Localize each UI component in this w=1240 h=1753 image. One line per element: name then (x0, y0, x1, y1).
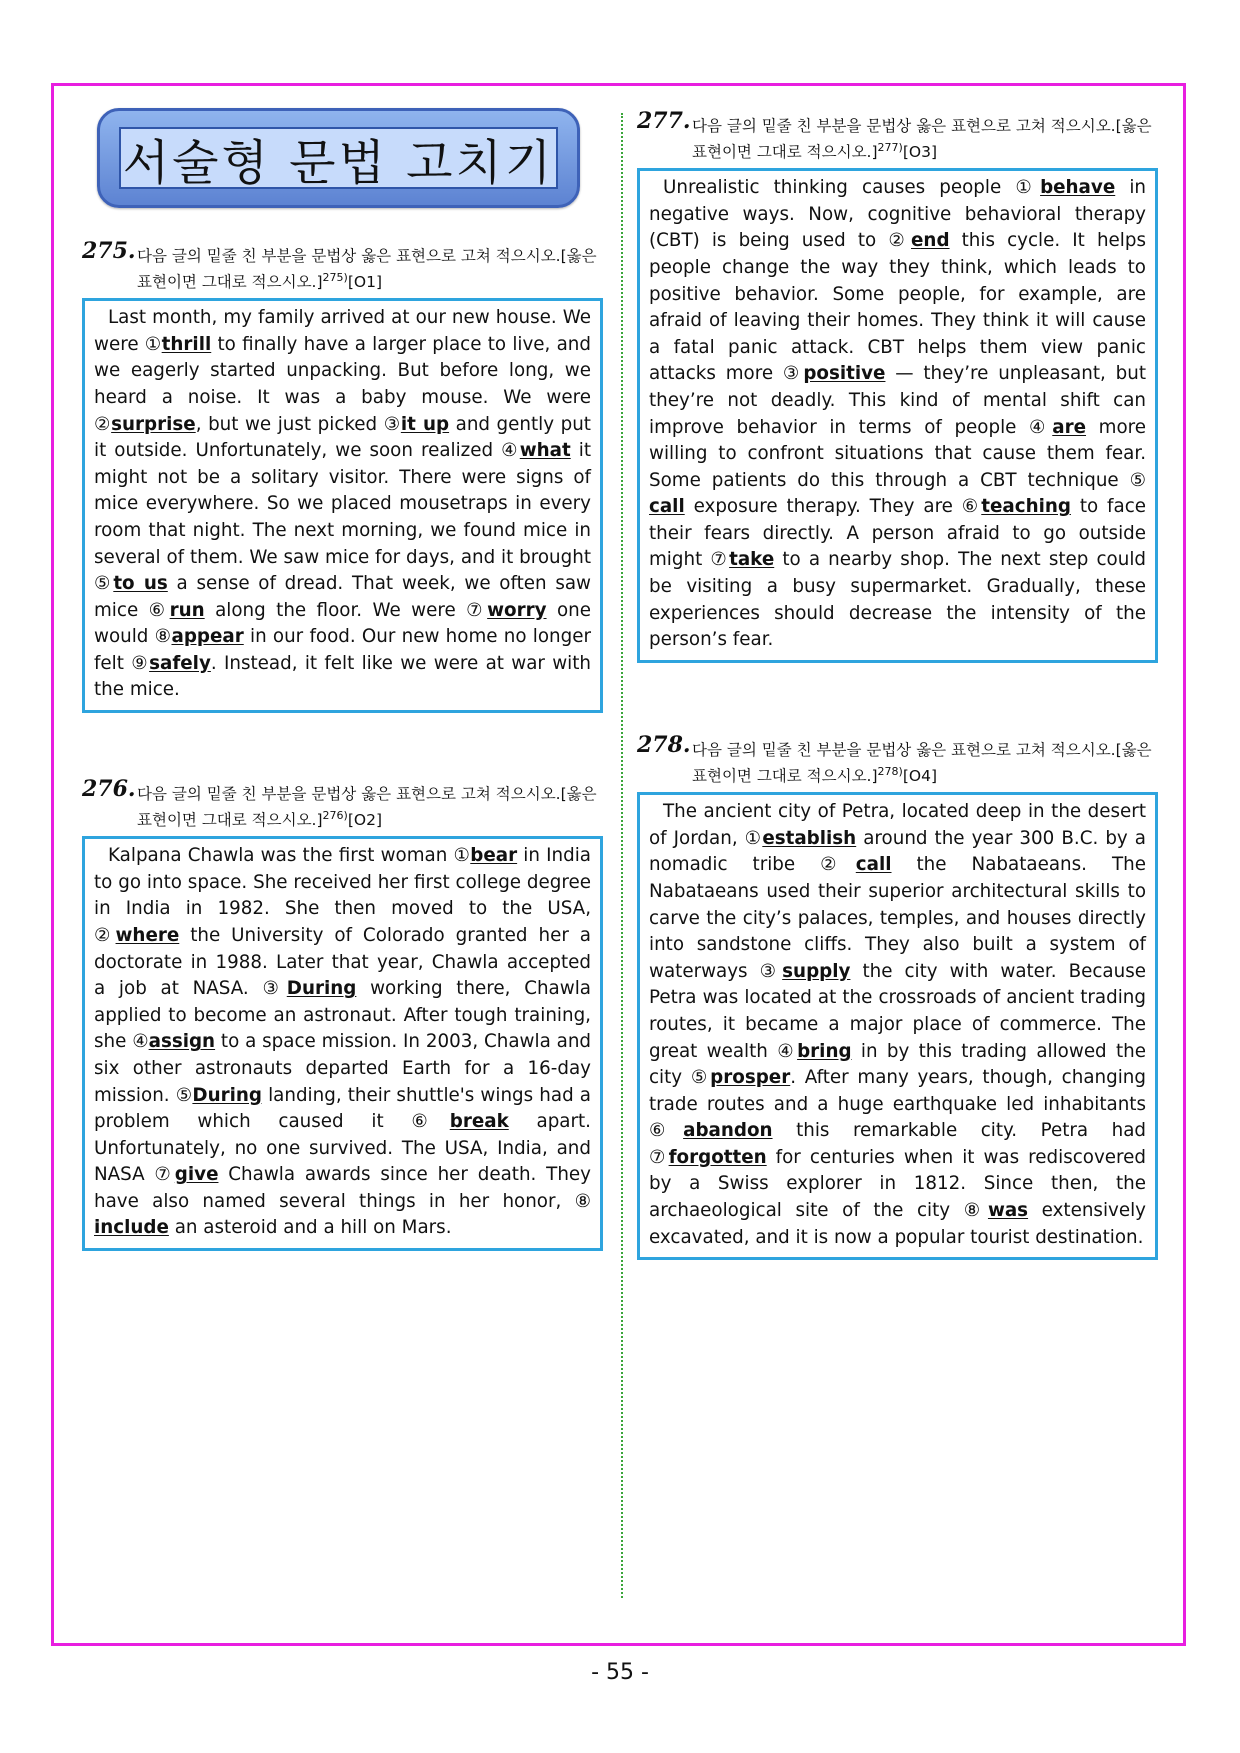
underlined-target: what (519, 440, 571, 462)
passage-segment: extensively excavated, and it is now a popular tourist destination. (649, 1200, 1146, 1248)
passage-segment: an asteroid and a hill on Mars. (168, 1217, 452, 1239)
underlined-target: bring (797, 1040, 852, 1062)
question-header (637, 108, 1158, 163)
question-code: [O4] (902, 767, 937, 786)
question-code: [O1] (347, 273, 382, 292)
question-number: 277. (637, 108, 691, 134)
passage-segment: apart. Unfortunately, no one survived. The USA, India, and NASA ⑦ (94, 1111, 591, 1186)
passage-segment: to face their fears directly. A person afraid to go outside might ⑦ (649, 496, 1146, 571)
underlined-target: behave (1040, 177, 1116, 199)
column-divider (621, 113, 623, 1598)
question-instruction: 다음 글의 밑줄 친 부분을 문법상 옳은 표현으로 고쳐 적으시오.[옳은 표현이면 그대로 적으시오.] (692, 117, 1152, 162)
footnote-ref: 277) (877, 141, 903, 154)
passage-text (94, 305, 591, 704)
underlined-target: forgotten (668, 1146, 767, 1168)
question-header (82, 238, 603, 293)
passage-segment: in negative ways. Now, cognitive behavioral therapy (CBT) is being used to ② (649, 177, 1147, 252)
passage-segment: working there, Chawla applied to become an astronaut. After tough training, she ④ (94, 978, 591, 1053)
underlined-target: establish (762, 827, 857, 849)
passage-segment: a sense of dread. That week, we often saw mice ⑥ (94, 573, 592, 621)
passage-segment: Chawla awards since her death. They have also named several things in her honor, ⑧ (94, 1164, 591, 1212)
passage-segment: the Nabataeans. The Nabataeans used their superior architectural skills to carve the city’s palaces, temples, and houses directly into sandstone cliffs. They also built a system of waterways ③ (649, 854, 1146, 982)
underlined-target: call (649, 496, 685, 518)
passage-segment: and gently put it outside. Unfortunately, we soon realized ④ (94, 413, 591, 462)
question-278 (637, 732, 1158, 1260)
passage-box (637, 792, 1158, 1260)
question-276 (82, 776, 603, 1251)
underlined-target: break (449, 1111, 509, 1133)
passage-segment: landing, their shuttle's wings had a problem which caused it ⑥ (94, 1084, 591, 1133)
question-number: 275. (82, 238, 136, 264)
underlined-target: During (192, 1084, 262, 1106)
underlined-target: take (729, 549, 775, 571)
passage-segment: along the floor. We were ⑦ (204, 599, 488, 621)
underlined-target: surprise (111, 413, 196, 435)
footnote-ref: 275) (322, 271, 348, 284)
footnote-ref: 278) (877, 765, 903, 778)
passage-segment: , but we just picked ③ (195, 413, 401, 435)
question-275 (82, 238, 603, 713)
passage-segment: more willing to confront situations that cause them fear. Some patients do this through a CBT technique ⑤ (649, 416, 1146, 491)
passage-text (649, 175, 1146, 654)
question-instruction: 다음 글의 밑줄 친 부분을 문법상 옳은 표현으로 고쳐 적으시오.[옳은 표현이면 그대로 적으시오.] (137, 785, 597, 830)
underlined-target: abandon (683, 1120, 773, 1142)
passage-segment: in our food. Our new home no longer felt ⑨ (94, 626, 591, 674)
passage-box (82, 298, 603, 713)
passage-segment: in by this trading allowed the city ⑤ (649, 1040, 1146, 1089)
footnote-ref: 276) (322, 809, 348, 822)
question-instruction: 다음 글의 밑줄 친 부분을 문법상 옳은 표현으로 고쳐 적으시오.[옳은 표현이면 그대로 적으시오.] (137, 247, 597, 292)
underlined-target: supply (782, 960, 851, 982)
underlined-target: bear (470, 845, 518, 867)
passage-segment: exposure therapy. They are ⑥ (684, 496, 982, 518)
underlined-target: safely (149, 652, 211, 674)
passage-segment: it might not be a solitary visitor. There were signs of mice everywhere. So we placed mousetraps in every room that night. The next morning, we found mice in several of them. We saw mice for days, and it brought ⑤ (94, 440, 591, 595)
question-header (637, 732, 1158, 787)
question-277 (637, 108, 1158, 663)
passage-segment: for centuries when it was rediscovered by a Swiss explorer in 1812. Since then, the archaeological site of the city ⑧ (649, 1146, 1146, 1222)
underlined-target: run (169, 599, 205, 621)
passage-segment: the city with water. Because Petra was located at the crossroads of ancient trading routes, it became a major place of commerce. The great wealth ④ (649, 960, 1146, 1062)
question-instruction: 다음 글의 밑줄 친 부분을 문법상 옳은 표현으로 고쳐 적으시오.[옳은 표현이면 그대로 적으시오.] (692, 741, 1152, 786)
underlined-target: worry (487, 599, 547, 621)
passage-segment: in India to go into space. She received her first college degree in India in 1982. She then moved to the USA, ② (94, 845, 591, 946)
passage-box (637, 168, 1158, 663)
underlined-target: appear (171, 626, 244, 648)
section-title: 서술형 문법 고치기 (122, 134, 555, 191)
underlined-target: During (286, 978, 357, 1000)
underlined-target: thrill (161, 333, 212, 355)
passage-segment: to finally have a larger place to live, and we eagerly started unpacking. But before long, we heard a noise. It was a baby mouse. We were ② (94, 333, 591, 435)
passage-segment: — they’re unpleasant, but they’re not deadly. This kind of mental shift can improve behavior in terms of people ④ (649, 363, 1146, 438)
question-number: 278. (637, 732, 691, 758)
underlined-target: call (855, 854, 892, 876)
underlined-target: it up (400, 413, 450, 435)
passage-segment: to a space mission. In 2003, Chawla and six other astronauts departed Earth for a 16-day mission. ⑤ (94, 1031, 592, 1106)
underlined-target: end (911, 230, 950, 252)
underlined-target: give (174, 1164, 219, 1186)
passage-segment: around the year 300 B.C. by a nomadic tribe ② (649, 827, 1146, 876)
passage-segment: Last month, my family arrived at our new house. We were ① (94, 307, 591, 355)
underlined-target: positive (803, 363, 886, 385)
underlined-target: where (115, 924, 180, 946)
underlined-target: teaching (981, 496, 1071, 518)
passage-segment: the University of Colorado granted her a doctorate in 1988. Later that year, Chawla accepted a job at NASA. ③ (94, 924, 591, 1000)
underlined-target: are (1052, 416, 1087, 438)
underlined-target: prosper (710, 1067, 791, 1089)
question-number: 276. (82, 776, 136, 802)
question-code: [O2] (347, 811, 382, 830)
passage-segment: Unrealistic thinking causes people ① (663, 177, 1041, 199)
underlined-target: was (987, 1200, 1029, 1222)
passage-segment: this remarkable city. Petra had ⑦ (649, 1120, 1147, 1168)
passage-box (82, 836, 603, 1251)
passage-segment: this cycle. It helps people change the way they think, which leads to positive behavior. Some people, for example, are afraid of leaving their homes. They think it will cause a fatal panic attack. CBT helps them view panic attacks more ③ (649, 230, 1146, 385)
page-number: - 55 - (591, 1660, 649, 1685)
passage-segment: Kalpana Chawla was the first woman ① (108, 845, 471, 867)
section-title-banner (97, 108, 580, 208)
underlined-target: to us (113, 573, 168, 595)
question-header (82, 776, 603, 831)
underlined-target: assign (148, 1031, 216, 1053)
passage-segment: . Instead, it felt like we were at war with the mice. (94, 652, 591, 701)
section-title-inner (119, 127, 558, 189)
passage-segment: one would ⑧ (94, 599, 591, 648)
question-code: [O3] (902, 143, 937, 162)
passage-segment: to a nearby shop. The next step could be visiting a busy supermarket. Gradually, these experiences should decrease the intensity of the person’s fear. (649, 549, 1146, 651)
passage-segment: . After many years, though, changing trade routes and a huge earthquake led inhabitants ⑥ (649, 1067, 1146, 1142)
passage-text (94, 843, 591, 1242)
passage-text (649, 799, 1146, 1251)
passage-segment: The ancient city of Petra, located deep in the desert of Jordan, ① (649, 801, 1146, 849)
underlined-target: include (94, 1217, 169, 1239)
